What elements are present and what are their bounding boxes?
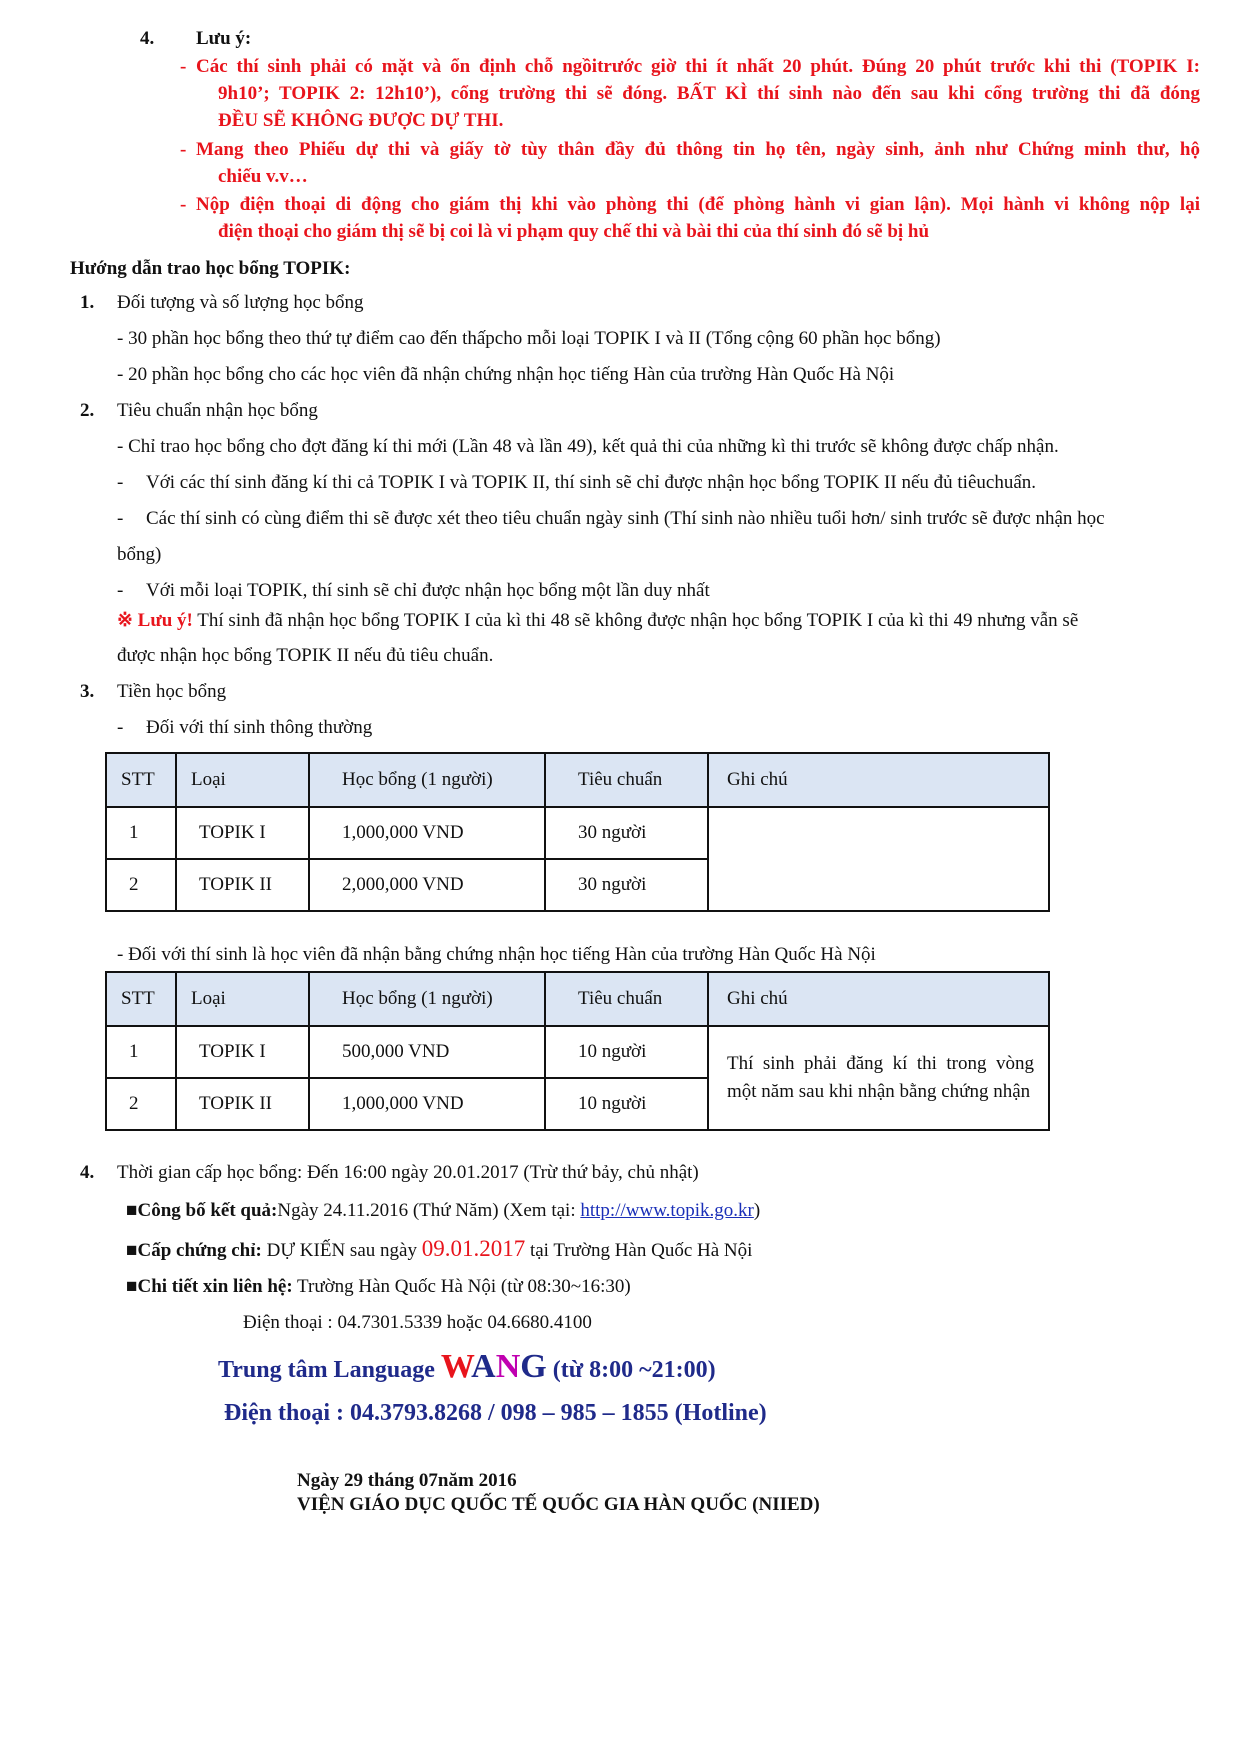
result-line (126, 1200, 760, 1222)
note-item-line: Mang theo Phiếu dự thi và giấy tờ tùy thân đầy đủ thông tin họ tên, ngày sinh, ảnh như Chứng minh thư, hộ (196, 139, 1200, 160)
footer-org: VIỆN GIÁO DỤC QUỐC TẾ QUỐC GIA HÀN QUỐC (NIIED) (297, 1494, 820, 1515)
cell-stt: 2 (106, 859, 176, 911)
scholarship-table-regular (105, 752, 1050, 912)
cell-type: TOPIK II (176, 1078, 309, 1130)
table-header-row (106, 972, 1049, 1026)
section-1-item: - 20 phần học bổng cho các học viên đã nhận chứng nhận học tiếng Hàn của trường Hàn Quốc Hà Nội (117, 364, 895, 385)
warning-mark: ※ Lưu ý! (117, 610, 193, 631)
section-3-dash: - (117, 717, 124, 738)
table-header-row (106, 753, 1049, 807)
section-1-item: - 30 phần học bổng theo thứ tự điểm cao đến thấpcho mỗi loại TOPIK I và II (Tổng cộng 60 phần học bổng) (117, 328, 941, 349)
header-stt: STT (106, 753, 176, 807)
note-item-line: ĐỀU SẼ KHÔNG ĐƯỢC DỰ THI. (218, 110, 504, 131)
contact-label: ■Chi tiết xin liên hệ: (126, 1276, 293, 1297)
section-2-item: Với mỗi loại TOPIK, thí sinh sẽ chỉ được nhận học bổng một lần duy nhất (146, 580, 710, 601)
note-item-line: Nộp điện thoại di động cho giám thị khi vào phòng thi (để phòng hành vi gian lận). Mọi hành vi không nộp lại (196, 194, 1200, 215)
cell-stt: 2 (106, 1078, 176, 1130)
contact-line (126, 1276, 631, 1298)
section-3-sub2: - Đối với thí sinh là học viên đã nhận bằng chứng nhận học tiếng Hàn của trường Hàn Quốc Hà Nội (117, 944, 876, 965)
cert-text: DỰ KIẾN sau ngày (261, 1240, 422, 1261)
cell-quota: 10 người (545, 1078, 708, 1130)
section-2-warning-cont: được nhận học bổng TOPIK II nếu đủ tiêu chuẩn. (117, 645, 494, 666)
cell-quota: 30 người (545, 859, 708, 911)
note-item-arrival: - Các thí sinh phải có mặt và ổn định chỗ ngồitrước giờ thi ít nhất 20 phút. Đúng 20 phút trước khi thi (TOPIK I: 9h10’; TOPIK 2: 12h10’), cổng trường thi sẽ đóng. BẤT KÌ thí sinh nào đến sau khi cổng trường thi đã đóng ĐỀU SẼ KHÔNG ĐƯỢC DỰ THI. (180, 56, 1200, 131)
note-item-line: Các thí sinh phải có mặt và ổn định chỗ ngồitrước giờ thi ít nhất 20 phút. Đúng 20 phút trước khi thi (TOPIK I: (196, 56, 1200, 77)
cell-amount: 500,000 VND (309, 1026, 545, 1078)
section-2-item: - Chỉ trao học bổng cho đợt đăng kí thi mới (Lần 48 và lần 49), kết quả thi của những kì thi trước sẽ không được chấp nhận. (117, 436, 1059, 457)
topik-link[interactable]: http://www.topik.go.kr (580, 1200, 754, 1221)
cell-note: Thí sinh phải đăng kí thi trong vòng một năm sau khi nhận bằng chứng nhận (708, 1026, 1049, 1130)
cert-place: tại Trường Hàn Quốc Hà Nội (525, 1240, 753, 1261)
note-title: Lưu ý: (196, 28, 252, 49)
section-2-item: bổng) (117, 544, 162, 565)
section-3-sub1: Đối với thí sinh thông thường (146, 717, 373, 738)
cell-amount: 1,000,000 VND (309, 1078, 545, 1130)
cell-type: TOPIK I (176, 807, 309, 859)
header-type: Loại (176, 753, 309, 807)
header-amount: Học bổng (1 người) (309, 972, 545, 1026)
cell-note (708, 807, 1049, 911)
result-close: ) (753, 1200, 761, 1221)
cell-stt: 1 (106, 1026, 176, 1078)
cert-label: ■Cấp chứng chỉ: (126, 1240, 262, 1261)
cell-quota: 10 người (545, 1026, 708, 1078)
center-prefix: Trung tâm Language (218, 1357, 441, 1383)
table-row (106, 807, 1049, 859)
center-phone: Điện thoại : 04.3793.8268 / 098 – 985 – 1855 (Hotline) (224, 1400, 767, 1426)
section-2-title: Tiêu chuẩn nhận học bổng (117, 400, 318, 421)
cell-quota: 30 người (545, 807, 708, 859)
section-1-number: 1. (80, 292, 95, 313)
cell-amount: 2,000,000 VND (309, 859, 545, 911)
section-4-title: Thời gian cấp học bổng: Đến 16:00 ngày 20.01.2017 (Trừ thứ bảy, chủ nhật) (117, 1162, 699, 1183)
section-1-title: Đối tượng và số lượng học bổng (117, 292, 364, 313)
section-3-title: Tiền học bổng (117, 681, 227, 702)
brand-letter: G (520, 1348, 547, 1385)
section-2-dash: - (117, 580, 124, 601)
scholarship-table-students (105, 971, 1050, 1131)
note-item-line: điện thoại cho giám thị sẽ bị coi là vi phạm quy chế thi và bài thi của thí sinh đó sẽ bị hủ (218, 221, 930, 242)
section-2-warning (117, 609, 1078, 632)
footer-date: Ngày 29 tháng 07năm 2016 (297, 1470, 517, 1491)
note-number: 4. (140, 28, 155, 49)
result-label: ■Công bố kết quả: (126, 1200, 278, 1221)
section-2-item: Với các thí sinh đăng kí thi cả TOPIK I và TOPIK II, thí sinh sẽ chỉ được nhận học bổng TOPIK II nếu đủ tiêuchuẩn. (146, 472, 1037, 493)
cert-date: 09.01.2017 (421, 1236, 526, 1261)
section-2-dash: - (117, 508, 124, 529)
section-3-number: 3. (80, 681, 95, 702)
header-amount: Học bổng (1 người) (309, 753, 545, 807)
section-4-number: 4. (80, 1162, 95, 1183)
header-note: Ghi chú (708, 972, 1049, 1026)
note-item-phones: - Nộp điện thoại di động cho giám thị khi vào phòng thi (để phòng hành vi gian lận). Mọi hành vi không nộp lại điện thoại cho giám thị sẽ bị coi là vi phạm quy chế thi và bài thi của thí sinh đó sẽ bị hủ (180, 194, 1200, 242)
section-2-number: 2. (80, 400, 95, 421)
section-2-dash: - (117, 472, 124, 493)
header-quota: Tiêu chuẩn (545, 972, 708, 1026)
cert-line (126, 1236, 752, 1262)
cell-type: TOPIK I (176, 1026, 309, 1078)
header-note: Ghi chú (708, 753, 1049, 807)
table-row (106, 1026, 1049, 1078)
contact-text: Trường Hàn Quốc Hà Nội (từ 08:30~16:30) (292, 1276, 631, 1297)
section-2-item: Các thí sinh có cùng điểm thi sẽ được xét theo tiêu chuẩn ngày sinh (Thí sinh nào nhiều tuổi hơn/ sinh trước sẽ được nhận học (146, 508, 1105, 529)
center-hours: (từ 8:00 ~21:00) (546, 1357, 716, 1383)
center-line (218, 1348, 716, 1386)
header-quota: Tiêu chuẩn (545, 753, 708, 807)
brand-letter: A (471, 1348, 496, 1385)
note-item-line: chiếu v.v… (218, 166, 308, 187)
cell-type: TOPIK II (176, 859, 309, 911)
header-stt: STT (106, 972, 176, 1026)
note-item-documents: - Mang theo Phiếu dự thi và giấy tờ tùy thân đầy đủ thông tin họ tên, ngày sinh, ảnh như Chứng minh thư, hộ chiếu v.v… (180, 139, 1200, 187)
result-text: Ngày 24.11.2016 (Thứ Năm) (Xem tại: (277, 1200, 581, 1221)
guide-title: Hướng dẫn trao học bổng TOPIK: (70, 258, 351, 279)
cell-stt: 1 (106, 807, 176, 859)
header-type: Loại (176, 972, 309, 1026)
brand-letter: N (495, 1348, 521, 1385)
contact-phone: Điện thoại : 04.7301.5339 hoặc 04.6680.4100 (243, 1312, 592, 1333)
note-item-line: 9h10’; TOPIK 2: 12h10’), cổng trường thi sẽ đóng. BẤT KÌ thí sinh nào đến sau khi cổng trường thi đã đóng (218, 83, 1200, 104)
brand-letter: W (440, 1348, 472, 1385)
warning-text: Thí sinh đã nhận học bổng TOPIK I của kì thi 48 sẽ không được nhận học bổng TOPIK I của kì thi 49 nhưng vẫn sẽ (192, 610, 1079, 631)
cell-amount: 1,000,000 VND (309, 807, 545, 859)
